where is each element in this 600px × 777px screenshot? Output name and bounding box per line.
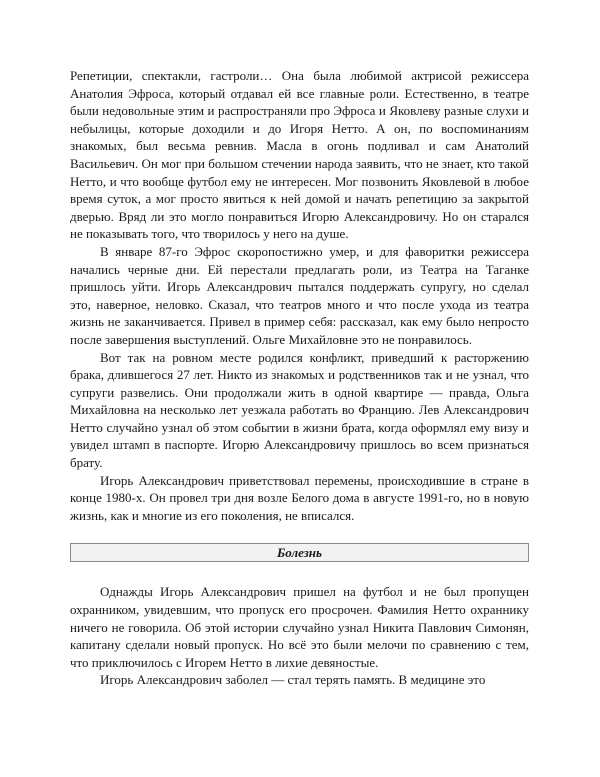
paragraph: Игорь Александрович заболел — стал терять память. В медицине это (100, 672, 486, 688)
paragraph: Игорь Александрович приветствовал перемены, происходившие в стране в конце 1980-х. Он провел три дня возле Белого дома в августе 1991-го, но в новую жизнь, как и многие из его поколения, не вписался. (70, 472, 529, 523)
paragraph: Репетиции, спектакли, гастроли… Она была любимой актрисой режиссера Анатолия Эфроса, который отдавал ей все главные роли. Естественно, в театре были недовольные этим и распространяли про Эфроса и Яковлеву разные слухи и небылицы, которые доходили и до Игоря Нетто. А он, по воспоминаниям знакомых, был весьма ревнив. Масла в огонь подливал и сам Анатолий Васильевич. Он мог при большом стечении народа заявить, что не знает, кто такой Нетто, и что вообще футбол ему не интересен. Мог позвонить Яковлевой в любое время суток, а мог просто явиться к ней домой и начать репетицию за закрытой дверью. Вряд ли это могло понравиться Игорю Александровичу. Но он старался не показывать того, что творилось у него на душе. (70, 68, 529, 242)
paragraph: В январе 87-го Эфрос скоропостижно умер, и для фаворитки режиссера начались черные дни. Ей перестали предлагать роли, из Театра на Таганке пришлось уйти. Игорь Александрович пытался поддержать супругу, но сделал это, наверное, неловко. Сказал, что театров много и что после ухода из театра жизнь не заканчивается. Привел в пример себя: рассказал, как ему было непросто после завершения выступлений. Ольге Михайловне это не понравилось. (70, 243, 529, 347)
paragraph: Однажды Игорь Александрович пришел на футбол и не был пропущен охранником, увидевшим, что пропуск его просрочен. Фамилия Нетто охраннику ничего не говорила. Об этой истории случайно узнал Никита Павлович Симонян, капитану сделали новый пропуск. Но всё это были мелочи по сравнению с тем, что приключилось с Игорем Нетто в лихие девяностые. (70, 584, 529, 670)
document-page (70, 67, 529, 689)
section-spacer (70, 562, 529, 583)
paragraph: Вот так на ровном месте родился конфликт, приведший к расторжению брака, длившегося 27 лет. Никто из знакомых и родственников так и не узнал, что супруги развелись. Они продолжали жить в одной квартире — правда, Ольга Михайловна на несколько лет уезжала работать во Францию. Лев Александрович Нетто случайно узнал об этом событии в жизни брата, когда оформлял ему визу и увидел штамп в паспорте. Игорю Александровичу пришлось во всем признаться брату. (70, 349, 529, 471)
section-heading: Болезнь (70, 543, 529, 562)
